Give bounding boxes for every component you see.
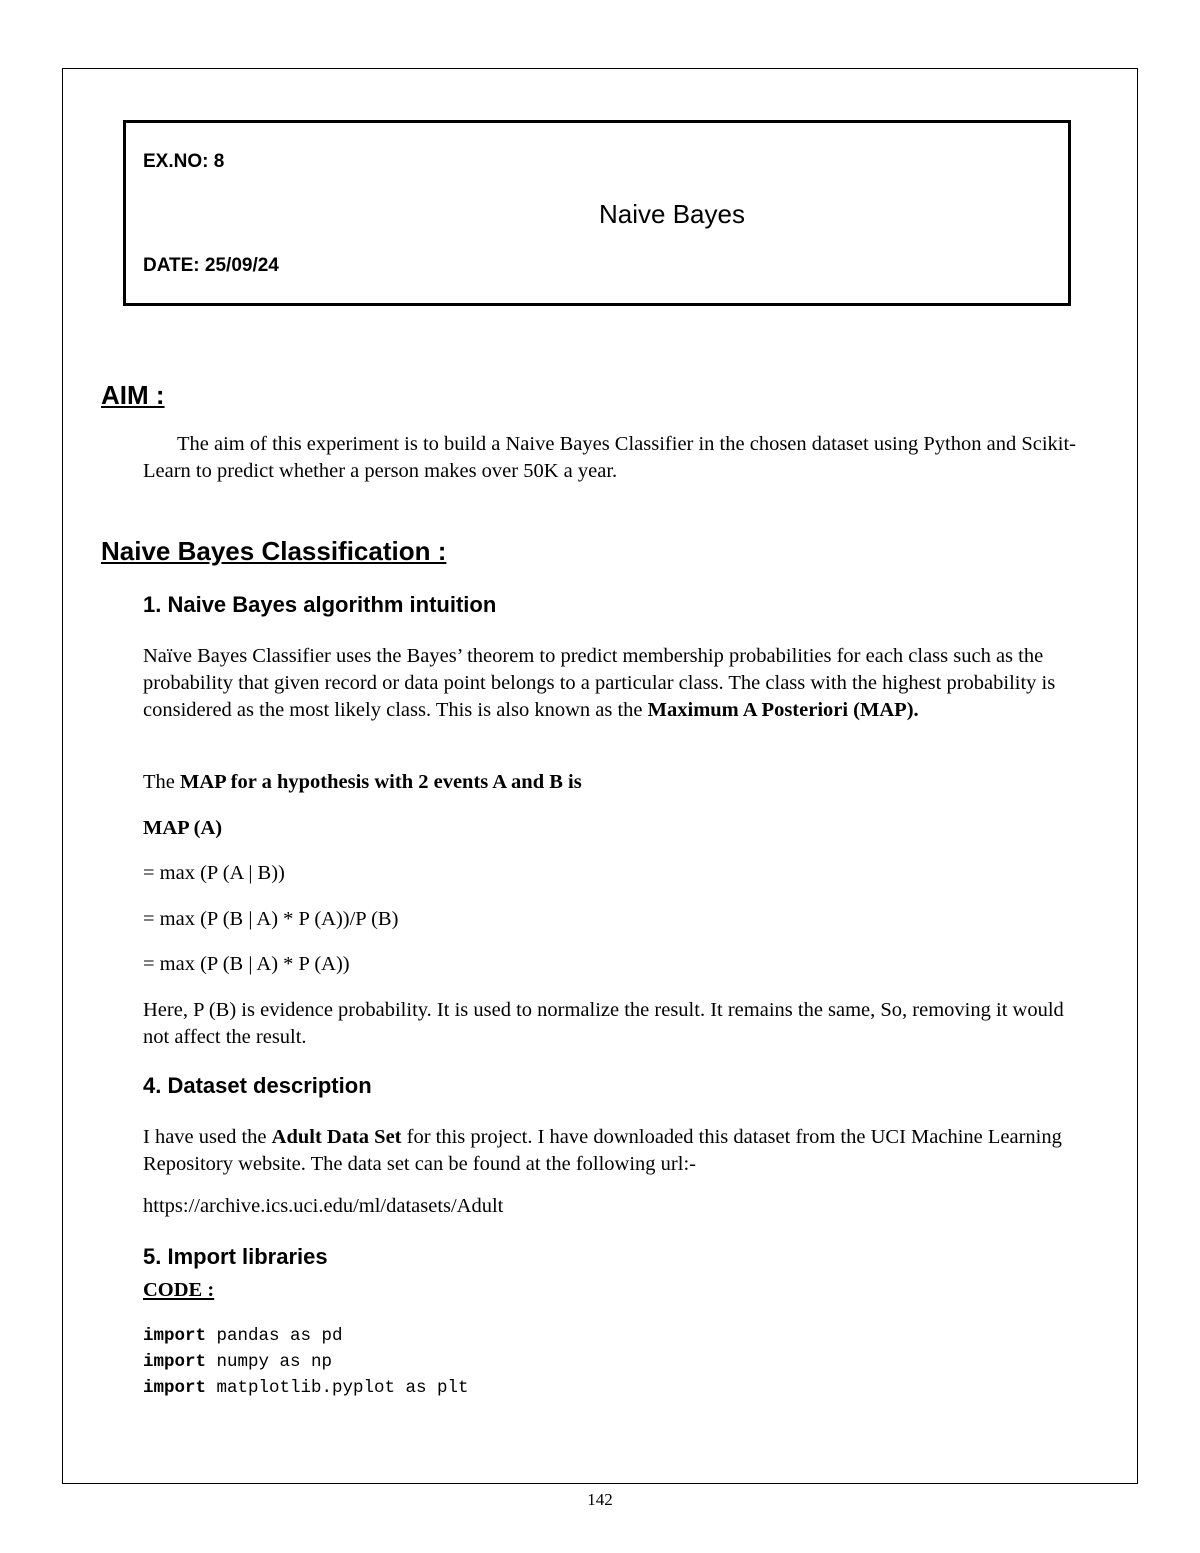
dataset-url[interactable]: https://archive.ics.uci.edu/ml/datasets/Adult [143,1195,504,1217]
experiment-header [123,120,1071,306]
formula-line-1: = max (P (A | B)) [143,862,285,884]
code-text: numpy as np [206,1352,333,1372]
imports-heading: 5. Import libraries [143,1244,328,1269]
dataset-text-start: I have used the [143,1126,272,1148]
map-intro [143,771,582,794]
code-keyword: import [143,1378,207,1398]
intuition-heading: 1. Naive Bayes algorithm intuition [143,592,497,617]
code-block [143,1323,469,1401]
dataset-text-end: for this project. I have downloaded this dataset from the UCI Machine Learning Repository website. The data set can be found at the following url:- [143,1126,1062,1175]
intuition-text: Naïve Bayes Classifier uses the Bayes’ theorem to predict membership probabilities for each class such as the probability that given record or data point belongs to a particular class. The class with the highest probability is considered as the most likely class. This is also known as the [143,645,1056,721]
evidence-paragraph: Here, P (B) is evidence probability. It is used to normalize the result. It remains the same, So, removing it would not affect the result. [143,999,1064,1048]
map-a-label: MAP (A) [143,817,223,839]
experiment-title: Naive Bayes [599,199,745,229]
map-term: Maximum A Posteriori (MAP) [647,699,914,721]
classification-heading: Naive Bayes Classification : [101,536,447,566]
dataset-heading: 4. Dataset description [143,1073,372,1098]
aim-text: The aim of this experiment is to build a Naive Bayes Classifier in the chosen dataset using Python and Scikit-Learn to predict whether a person makes over 50K a year. [143,433,1076,482]
intuition-paragraph [143,643,1123,724]
dataset-paragraph [143,1124,1083,1178]
page-number: 142 [587,1490,613,1509]
formula-line-3: = max (P (B | A) * P (A)) [143,953,350,975]
code-label: CODE : [143,1279,215,1301]
code-line [143,1352,332,1372]
code-keyword: import [143,1352,207,1372]
map-intro-bold: MAP for a hypothesis with 2 events A and B is [180,771,582,793]
experiment-number: EX.NO: 8 [143,151,225,172]
code-text: pandas as pd [206,1326,343,1346]
code-keyword: import [143,1326,207,1346]
code-line [143,1378,469,1398]
dataset-name: Adult Data Set [271,1126,402,1148]
experiment-date: DATE: 25/09/24 [143,255,279,276]
code-line [143,1326,343,1346]
code-text: matplotlib.pyplot as plt [206,1378,469,1398]
formula-line-2: = max (P (B | A) * P (A))/P (B) [143,908,399,930]
aim-heading: AIM : [101,380,165,410]
map-intro-prefix: The [143,771,180,793]
intuition-end: . [913,699,919,721]
